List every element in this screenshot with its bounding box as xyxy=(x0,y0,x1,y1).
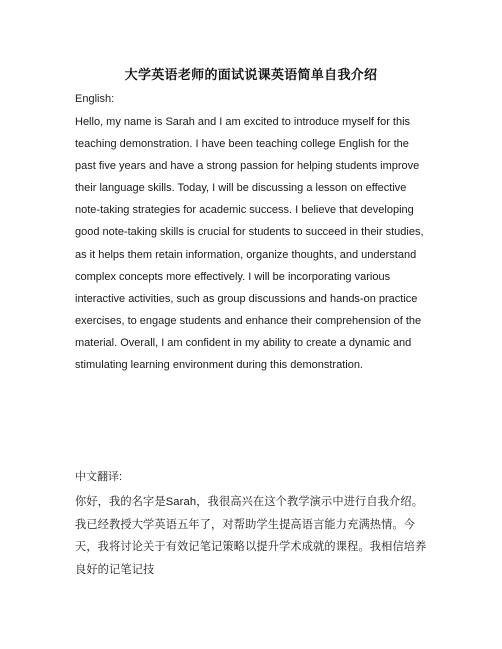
english-section xyxy=(75,91,427,376)
chinese-label: 中文翻译: xyxy=(75,471,123,483)
document-title: 大学英语老师的面试说课英语简单自我介绍 xyxy=(124,67,378,82)
english-label: English: xyxy=(75,93,115,105)
chinese-paragraph: 你好，我的名字是Sarah，我很高兴在这个教学演示中进行自我介绍。我已经教授大学英语五年了，对帮助学生提高语言能力充满热情。今天，我将讨论关于有效记笔记策略以提升学术成就的课程。我相信培养良好的记笔记技 xyxy=(75,496,427,576)
english-paragraph: Hello, my name is Sarah and I am excited to introduce myself for this teaching demonstration. I have been teaching college English for the past five years and have a strong passion for helping students improve their language skills. Today, I will be discussing a lesson on effective note-taking strategies for academic success. I believe that developing good note-taking skills is crucial for students to succeed in their studies, as it helps them retain information, organize thoughts, and understand complex concepts more effectively. I will be incorporating various interactive activities, such as group discussions and hands-on practice exercises, to engage students and enhance their comprehension of the material. Overall, I am confident in my ability to create a dynamic and stimulating learning environment during this demonstration. xyxy=(75,116,424,372)
chinese-section xyxy=(75,469,427,581)
